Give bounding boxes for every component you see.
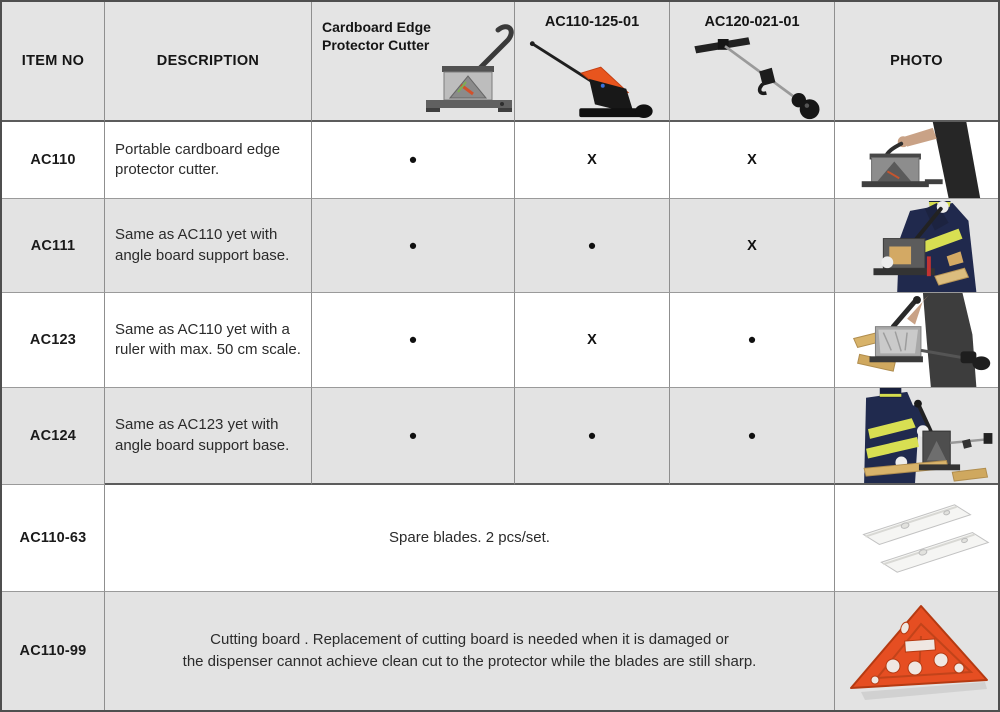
item-no-cell: AC110 [2,122,105,199]
header-description-label: DESCRIPTION [156,53,260,69]
hand-press-cutter-photo [835,122,998,198]
header-model-a-label: AC110-125-01 [544,14,640,30]
worker-cutter-support-base-photo [835,199,998,292]
photo-cell [835,199,998,293]
description-cell: Portable cardboard edge protector cutter. [105,122,312,199]
cutter-with-ruler-photo [835,293,998,387]
item-no-cell: AC123 [2,293,105,388]
worker-cutter-ruler-photo [835,388,998,483]
availability-mark-model-b: X [670,122,835,199]
description-cell: Same as AC110 yet with a ruler with max. 50 cm scale. [105,293,312,388]
availability-mark-model-a: ● [515,199,670,293]
header-item-no-label: ITEM NO [21,53,85,69]
item-no-cell: AC110-63 [2,485,105,592]
photo-cell [835,293,998,388]
photo-cell [835,122,998,199]
cutting-board-photo [835,592,998,710]
header-model-b-label: AC120-021-01 [704,14,800,30]
item-no-cell: AC111 [2,199,105,293]
description-cell: Same as AC123 yet with angle board support base. [105,388,312,485]
header-cell-cutter [312,2,515,122]
header-cell-model-a [515,2,670,122]
ac110-125-01-tool-image [515,30,669,120]
availability-mark-model-b: ● [670,388,835,485]
availability-mark-model-b: X [670,199,835,293]
header-cell-description [105,2,312,122]
description-span-cell [105,592,835,710]
availability-mark-model-b: ● [670,293,835,388]
ac120-021-01-tool-image [670,30,834,120]
availability-mark-model-a: X [515,122,670,199]
availability-mark-cutter: ● [312,293,515,388]
header-cutter-label: Cardboard Edge Protector Cutter [322,19,431,54]
header-cell-photo [835,2,998,122]
availability-mark-model-a: ● [515,388,670,485]
header-photo-label: PHOTO [890,53,943,69]
cutting-board-text-line1: Cutting board . Replacement of cutting board is needed when it is damaged or [210,630,729,648]
photo-cell [835,388,998,485]
edge-protector-cutter-image [414,22,514,118]
header-cell-model-b [670,2,835,122]
description-cell: Same as AC110 yet with angle board support base. [105,199,312,293]
item-no-cell: AC110-99 [2,592,105,710]
spare-blades-text: Spare blades. 2 pcs/set. [389,528,550,546]
availability-mark-model-a: X [515,293,670,388]
cutting-board-text-line2: the dispenser cannot achieve clean cut to the protector while the blades are still sharp. [182,653,757,670]
header-cell-item-no [2,2,105,122]
spare-blades-photo [835,485,998,591]
photo-cell [835,592,998,710]
description-span-cell [105,485,835,592]
availability-mark-cutter: ● [312,122,515,199]
availability-mark-cutter: ● [312,199,515,293]
photo-cell [835,485,998,592]
availability-mark-cutter: ● [312,388,515,485]
item-no-cell: AC124 [2,388,105,485]
